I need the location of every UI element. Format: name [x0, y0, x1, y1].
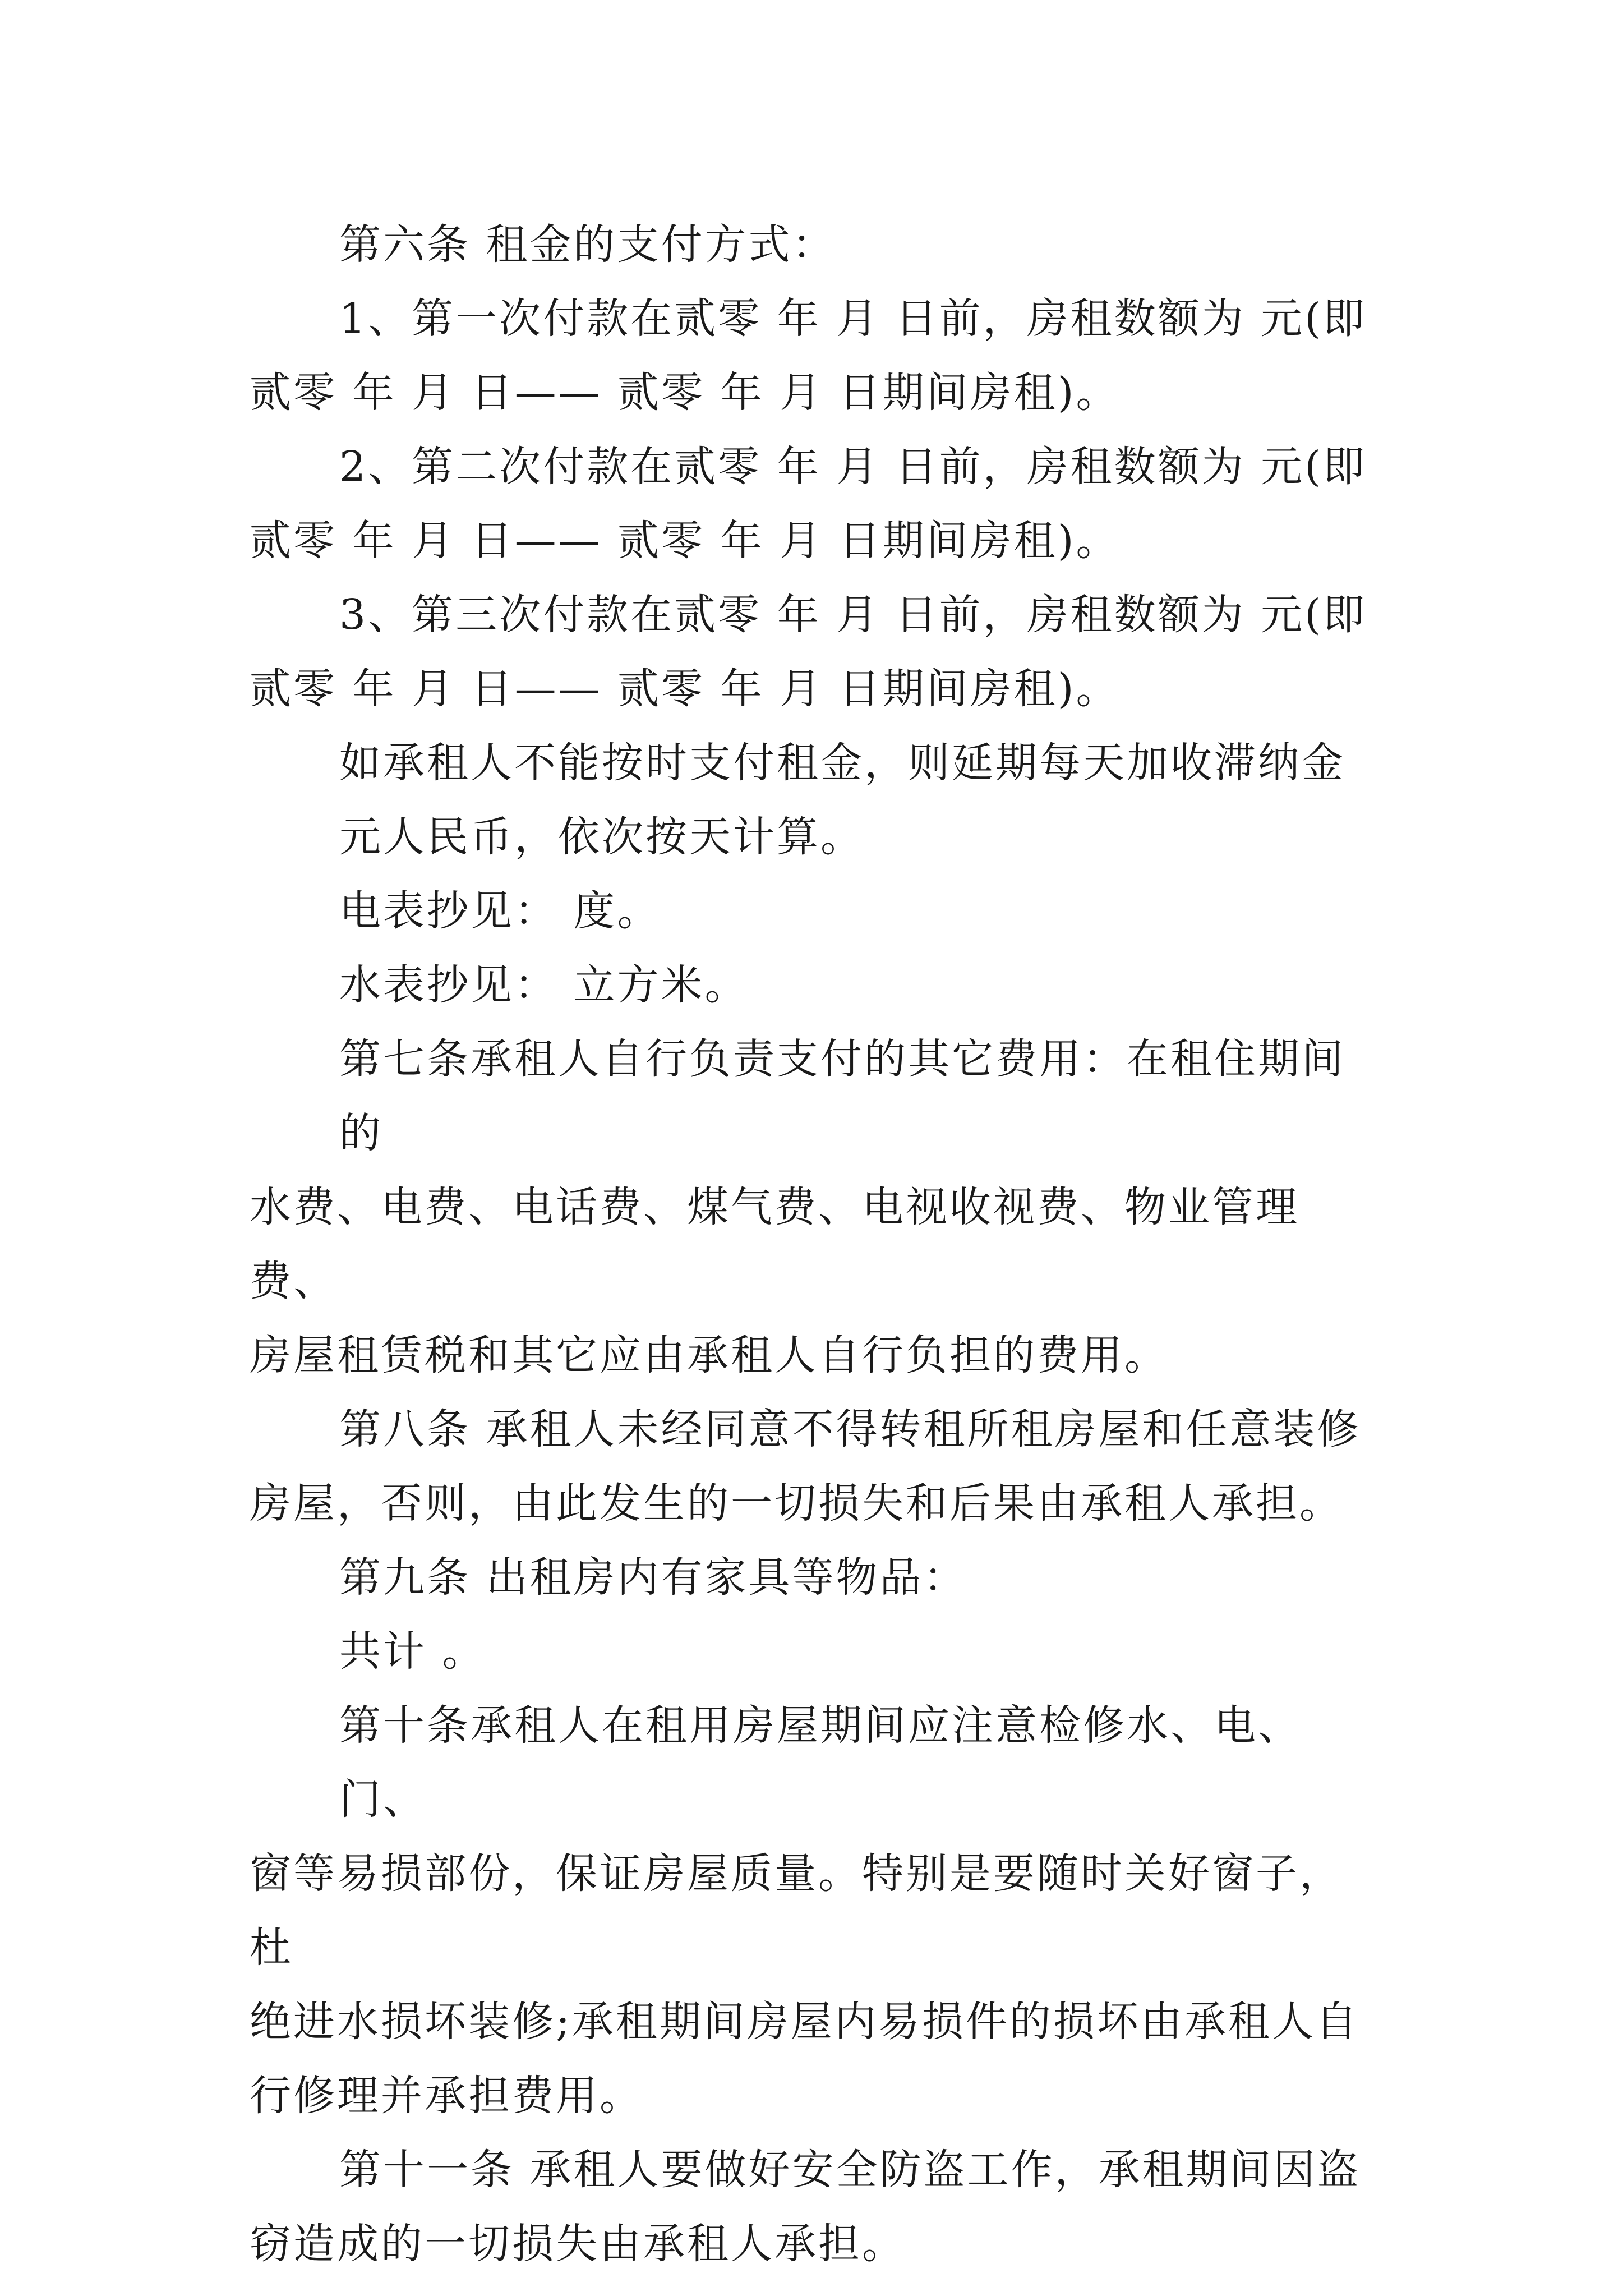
payment-2 [250, 430, 1377, 578]
text-line: 共计 。 [339, 1627, 486, 1676]
text-line: 贰零 年 月 日—— 贰零 年 月 日期间房租)。 [250, 369, 1120, 417]
text-line: 元人民币，依次按天计算。 [339, 813, 864, 861]
text-line: 第十一条 承租人要做好安全防盗工作，承租期间因盗 [339, 2146, 1361, 2194]
text-line: 窗等易损部份，保证房屋质量。特别是要随时关好窗子，杜 [250, 1849, 1343, 1972]
text-line: 水费、电费、电话费、煤气费、电视收视费、物业管理费、 [250, 1183, 1299, 1305]
water-meter [250, 948, 1377, 1022]
text-line: 第六条 租金的支付方式： [339, 220, 836, 269]
text-line: 窃造成的一切损失由承租人承担。 [250, 2220, 906, 2268]
text-line: 第十条承租人在租用房屋期间应注意检修水、电、门、 [339, 1701, 1302, 1824]
text-line: 第七条承租人自行负责支付的其它费用：在租住期间的 [339, 1035, 1345, 1157]
text-line: 房屋租赁税和其它应由承租人自行负担的费用。 [250, 1331, 1168, 1379]
text-line: 水表抄见： 立方米。 [339, 961, 749, 1009]
text-line: 2、第二次付款在贰零 年 月 日前，房租数额为 元(即 [339, 443, 1367, 491]
clause-11 [250, 2133, 1377, 2281]
text-line: 1、第一次付款在贰零 年 月 日前，房租数额为 元(即 [339, 295, 1367, 343]
payment-1 [250, 282, 1377, 430]
clause-6-title [250, 208, 1377, 282]
text-line: 绝进水损坏装修;承租期间房屋内易损件的损坏由承租人自 [250, 1998, 1359, 2046]
clause-9-total [250, 1614, 1377, 1688]
electric-meter [250, 874, 1377, 948]
late-fee [250, 726, 1377, 800]
text-line: 贰零 年 月 日—— 贰零 年 月 日期间房租)。 [250, 517, 1120, 565]
text-line: 如承租人不能按时支付租金，则延期每天加收滞纳金 [339, 739, 1345, 787]
clause-10 [250, 1688, 1377, 2133]
text-line: 电表抄见： 度。 [339, 887, 661, 935]
text-line: 第八条 承租人未经同意不得转租所租房屋和任意装修 [339, 1405, 1361, 1453]
document-body [250, 208, 1377, 2281]
clause-7 [250, 1022, 1377, 1392]
clause-8 [250, 1392, 1377, 1540]
text-line: 第九条 出租房内有家具等物品： [339, 1553, 967, 1602]
late-fee-unit [250, 800, 1377, 874]
text-line: 行修理并承担费用。 [250, 2072, 643, 2120]
payment-3 [250, 578, 1377, 726]
clause-9 [250, 1540, 1377, 1614]
text-line: 房屋，否则，由此发生的一切损失和后果由承租人承担。 [250, 1479, 1343, 1527]
text-line: 3、第三次付款在贰零 年 月 日前，房租数额为 元(即 [339, 591, 1367, 639]
text-line: 贰零 年 月 日—— 贰零 年 月 日期间房租)。 [250, 665, 1120, 713]
